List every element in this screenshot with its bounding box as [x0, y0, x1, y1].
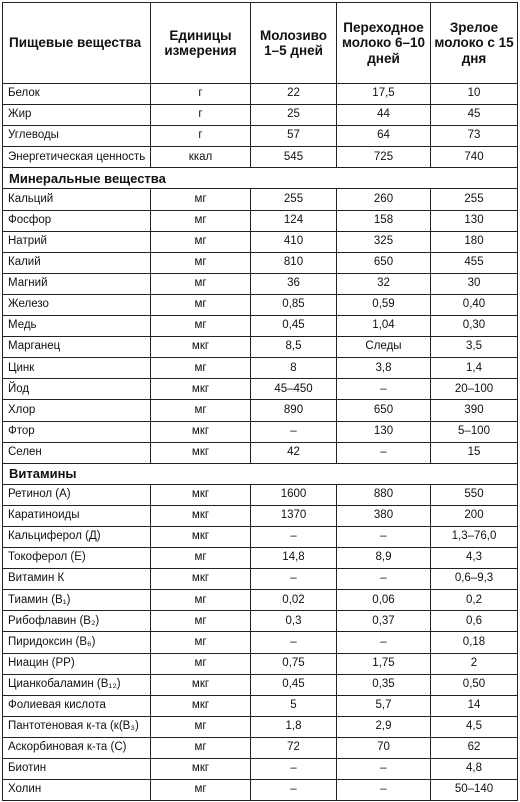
mature-value-cell: 130 — [431, 210, 518, 231]
header-colostrum: Молозиво 1–5 дней — [251, 3, 337, 84]
unit-cell: г — [151, 84, 251, 105]
transitional-value-cell: 158 — [337, 210, 431, 231]
unit-cell: мг — [151, 358, 251, 379]
unit-cell: мкг — [151, 695, 251, 716]
header-unit: Единицы измерения — [151, 3, 251, 84]
table-row — [3, 316, 518, 337]
unit-cell: мкг — [151, 674, 251, 695]
unit-cell: ккал — [151, 147, 251, 168]
unit-cell: мг — [151, 400, 251, 421]
unit-cell: мкг — [151, 526, 251, 547]
transitional-value-cell: 1,75 — [337, 653, 431, 674]
colostrum-value-cell: 0,45 — [251, 674, 337, 695]
mature-value-cell: 0,6 — [431, 611, 518, 632]
nutrient-name-cell: Каратиноиды — [3, 505, 151, 526]
transitional-value-cell: 380 — [337, 505, 431, 526]
mature-value-cell: 10 — [431, 84, 518, 105]
table-row — [3, 294, 518, 315]
unit-cell: г — [151, 126, 251, 147]
colostrum-value-cell: – — [251, 780, 337, 801]
mature-value-cell: 50–140 — [431, 780, 518, 801]
mature-value-cell: 30 — [431, 273, 518, 294]
colostrum-value-cell: 0,02 — [251, 590, 337, 611]
unit-cell: мг — [151, 737, 251, 758]
mature-value-cell: 390 — [431, 400, 518, 421]
nutrient-name-cell: Калий — [3, 252, 151, 273]
transitional-value-cell: 2,9 — [337, 716, 431, 737]
unit-cell: мг — [151, 231, 251, 252]
table-row — [3, 379, 518, 400]
unit-cell: мкг — [151, 442, 251, 463]
colostrum-value-cell: 42 — [251, 442, 337, 463]
colostrum-value-cell: 0,45 — [251, 316, 337, 337]
unit-cell: мг — [151, 653, 251, 674]
mature-value-cell: 0,40 — [431, 294, 518, 315]
unit-cell: г — [151, 105, 251, 126]
nutrient-name-cell: Пиридоксин (В₆) — [3, 632, 151, 653]
nutrient-name-cell: Йод — [3, 379, 151, 400]
unit-cell: мкг — [151, 379, 251, 400]
table-row — [3, 674, 518, 695]
transitional-value-cell: 44 — [337, 105, 431, 126]
unit-cell: мг — [151, 316, 251, 337]
colostrum-value-cell: – — [251, 759, 337, 780]
mature-value-cell: 550 — [431, 484, 518, 505]
table-row — [3, 105, 518, 126]
mature-value-cell: 15 — [431, 442, 518, 463]
mature-value-cell: 45 — [431, 105, 518, 126]
table-row — [3, 231, 518, 252]
section-title: Минеральные вещества — [3, 168, 518, 189]
unit-cell: мг — [151, 189, 251, 210]
mature-value-cell: 73 — [431, 126, 518, 147]
unit-cell: мг — [151, 611, 251, 632]
transitional-value-cell: – — [337, 780, 431, 801]
mature-value-cell: 180 — [431, 231, 518, 252]
nutrition-table — [2, 2, 518, 801]
mature-value-cell: 0,50 — [431, 674, 518, 695]
colostrum-value-cell: 14,8 — [251, 548, 337, 569]
table-row — [3, 84, 518, 105]
nutrient-name-cell: Кальций — [3, 189, 151, 210]
table-row — [3, 759, 518, 780]
colostrum-value-cell: 1,8 — [251, 716, 337, 737]
table-row — [3, 484, 518, 505]
nutrient-name-cell: Витамин К — [3, 569, 151, 590]
section-header-row — [3, 168, 518, 189]
table-row — [3, 126, 518, 147]
transitional-value-cell: 1,04 — [337, 316, 431, 337]
unit-cell: мг — [151, 632, 251, 653]
mature-value-cell: 5–100 — [431, 421, 518, 442]
header-nutrient: Пищевые вещества — [3, 3, 151, 84]
transitional-value-cell: 650 — [337, 252, 431, 273]
transitional-value-cell: 5,7 — [337, 695, 431, 716]
mature-value-cell: 4,5 — [431, 716, 518, 737]
unit-cell: мг — [151, 273, 251, 294]
mature-value-cell: 0,2 — [431, 590, 518, 611]
nutrient-name-cell: Энергетическая ценность — [3, 147, 151, 168]
transitional-value-cell: 0,35 — [337, 674, 431, 695]
table-row — [3, 569, 518, 590]
transitional-value-cell: 32 — [337, 273, 431, 294]
colostrum-value-cell: 0,85 — [251, 294, 337, 315]
section-header-row — [3, 463, 518, 484]
table-row — [3, 337, 518, 358]
colostrum-value-cell: 410 — [251, 231, 337, 252]
table-row — [3, 780, 518, 801]
nutrient-name-cell: Пантотеновая к-та (к(В₃) — [3, 716, 151, 737]
transitional-value-cell: 0,06 — [337, 590, 431, 611]
nutrient-name-cell: Ретинол (А) — [3, 484, 151, 505]
colostrum-value-cell: 0,3 — [251, 611, 337, 632]
table-row — [3, 210, 518, 231]
transitional-value-cell: 8,9 — [337, 548, 431, 569]
mature-value-cell: 255 — [431, 189, 518, 210]
table-row — [3, 548, 518, 569]
colostrum-value-cell: 8,5 — [251, 337, 337, 358]
section-title: Витамины — [3, 463, 518, 484]
transitional-value-cell: – — [337, 526, 431, 547]
transitional-value-cell: – — [337, 442, 431, 463]
unit-cell: мг — [151, 210, 251, 231]
transitional-value-cell: 260 — [337, 189, 431, 210]
colostrum-value-cell: – — [251, 632, 337, 653]
unit-cell: мкг — [151, 505, 251, 526]
unit-cell: мг — [151, 294, 251, 315]
mature-value-cell: 200 — [431, 505, 518, 526]
transitional-value-cell: 130 — [337, 421, 431, 442]
mature-value-cell: 1,4 — [431, 358, 518, 379]
nutrient-name-cell: Медь — [3, 316, 151, 337]
nutrient-name-cell: Тиамин (В₁) — [3, 590, 151, 611]
nutrient-name-cell: Токоферол (Е) — [3, 548, 151, 569]
table-row — [3, 358, 518, 379]
mature-value-cell: 0,6–9,3 — [431, 569, 518, 590]
colostrum-value-cell: 0,75 — [251, 653, 337, 674]
colostrum-value-cell: 25 — [251, 105, 337, 126]
unit-cell: мг — [151, 252, 251, 273]
table-row — [3, 653, 518, 674]
header-transitional-milk: Переходное молоко 6–10 дней — [337, 3, 431, 84]
unit-cell: мг — [151, 716, 251, 737]
colostrum-value-cell: 8 — [251, 358, 337, 379]
transitional-value-cell: 325 — [337, 231, 431, 252]
nutrient-name-cell: Фолиевая кислота — [3, 695, 151, 716]
table-row — [3, 273, 518, 294]
transitional-value-cell: 3,8 — [337, 358, 431, 379]
colostrum-value-cell: – — [251, 421, 337, 442]
mature-value-cell: 14 — [431, 695, 518, 716]
transitional-value-cell: Следы — [337, 337, 431, 358]
mature-value-cell: 2 — [431, 653, 518, 674]
table-row — [3, 505, 518, 526]
mature-value-cell: 0,18 — [431, 632, 518, 653]
colostrum-value-cell: 22 — [251, 84, 337, 105]
mature-value-cell: 62 — [431, 737, 518, 758]
table-row — [3, 716, 518, 737]
transitional-value-cell: – — [337, 379, 431, 400]
table-row — [3, 695, 518, 716]
unit-cell: мкг — [151, 337, 251, 358]
table-row — [3, 442, 518, 463]
transitional-value-cell: 725 — [337, 147, 431, 168]
table-row — [3, 400, 518, 421]
transitional-value-cell: 650 — [337, 400, 431, 421]
unit-cell: мкг — [151, 421, 251, 442]
mature-value-cell: 3,5 — [431, 337, 518, 358]
transitional-value-cell: 0,59 — [337, 294, 431, 315]
colostrum-value-cell: 545 — [251, 147, 337, 168]
table-row — [3, 632, 518, 653]
colostrum-value-cell: 72 — [251, 737, 337, 758]
table-body — [3, 84, 518, 801]
table-row — [3, 252, 518, 273]
mature-value-cell: 4,8 — [431, 759, 518, 780]
nutrient-name-cell: Белок — [3, 84, 151, 105]
unit-cell: мкг — [151, 484, 251, 505]
nutrient-name-cell: Жир — [3, 105, 151, 126]
colostrum-value-cell: 45–450 — [251, 379, 337, 400]
table-row — [3, 421, 518, 442]
colostrum-value-cell: 810 — [251, 252, 337, 273]
nutrient-name-cell: Магний — [3, 273, 151, 294]
colostrum-value-cell: – — [251, 569, 337, 590]
colostrum-value-cell: 57 — [251, 126, 337, 147]
nutrient-name-cell: Аскорбиновая к-та (С) — [3, 737, 151, 758]
nutrient-name-cell: Кальциферол (Д) — [3, 526, 151, 547]
mature-value-cell: 740 — [431, 147, 518, 168]
header-mature-milk: Зрелое молоко с 15 дня — [431, 3, 518, 84]
table-row — [3, 737, 518, 758]
nutrient-name-cell: Марганец — [3, 337, 151, 358]
table-row — [3, 189, 518, 210]
colostrum-value-cell: 1370 — [251, 505, 337, 526]
table-row — [3, 611, 518, 632]
table-row — [3, 590, 518, 611]
colostrum-value-cell: 124 — [251, 210, 337, 231]
nutrient-name-cell: Холин — [3, 780, 151, 801]
colostrum-value-cell: 5 — [251, 695, 337, 716]
mature-value-cell: 455 — [431, 252, 518, 273]
colostrum-value-cell: – — [251, 526, 337, 547]
nutrient-name-cell: Углеводы — [3, 126, 151, 147]
nutrient-name-cell: Биотин — [3, 759, 151, 780]
transitional-value-cell: 880 — [337, 484, 431, 505]
nutrient-name-cell: Рибофлавин (В₂) — [3, 611, 151, 632]
colostrum-value-cell: 890 — [251, 400, 337, 421]
table-row — [3, 147, 518, 168]
transitional-value-cell: 70 — [337, 737, 431, 758]
unit-cell: мг — [151, 548, 251, 569]
transitional-value-cell: 64 — [337, 126, 431, 147]
mature-value-cell: 20–100 — [431, 379, 518, 400]
unit-cell: мкг — [151, 569, 251, 590]
transitional-value-cell: – — [337, 759, 431, 780]
mature-value-cell: 4,3 — [431, 548, 518, 569]
nutrient-name-cell: Фосфор — [3, 210, 151, 231]
mature-value-cell: 0,30 — [431, 316, 518, 337]
nutrient-name-cell: Натрий — [3, 231, 151, 252]
unit-cell: мг — [151, 780, 251, 801]
unit-cell: мг — [151, 590, 251, 611]
nutrient-name-cell: Селен — [3, 442, 151, 463]
nutrient-name-cell: Железо — [3, 294, 151, 315]
colostrum-value-cell: 255 — [251, 189, 337, 210]
mature-value-cell: 1,3–76,0 — [431, 526, 518, 547]
transitional-value-cell: 0,37 — [337, 611, 431, 632]
nutrient-name-cell: Хлор — [3, 400, 151, 421]
header-row — [3, 3, 518, 84]
nutrient-name-cell: Ниацин (РР) — [3, 653, 151, 674]
nutrient-name-cell: Цианкобаламин (В₁₂) — [3, 674, 151, 695]
table-row — [3, 526, 518, 547]
transitional-value-cell: – — [337, 632, 431, 653]
transitional-value-cell: – — [337, 569, 431, 590]
colostrum-value-cell: 1600 — [251, 484, 337, 505]
transitional-value-cell: 17,5 — [337, 84, 431, 105]
colostrum-value-cell: 36 — [251, 273, 337, 294]
nutrient-name-cell: Фтор — [3, 421, 151, 442]
unit-cell: мкг — [151, 759, 251, 780]
nutrient-name-cell: Цинк — [3, 358, 151, 379]
